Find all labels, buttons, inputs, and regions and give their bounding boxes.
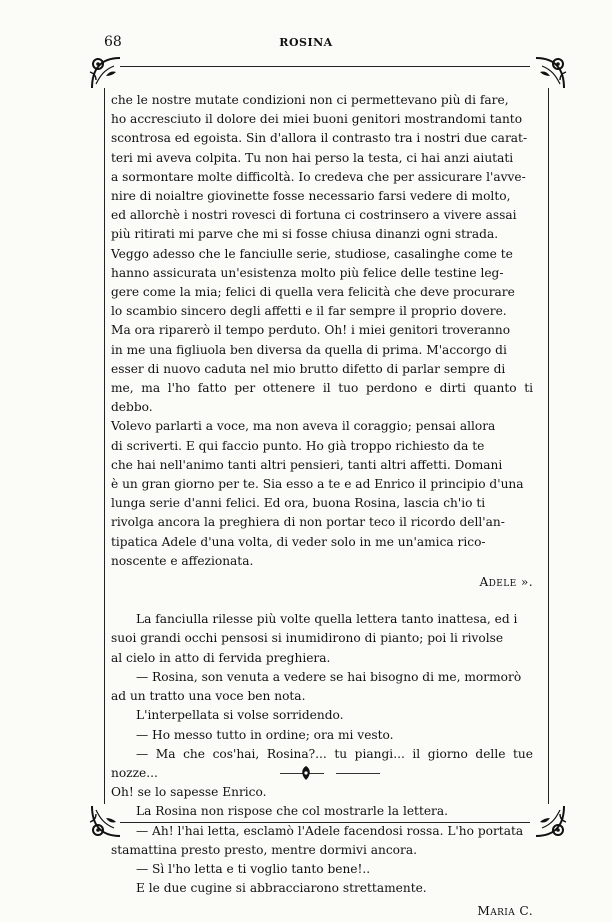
narrative-line: La Rosina non rispose che col mostrarle la lettera. [136, 804, 449, 819]
narrative-line: stamattina presto presto, mentre dormivi ancora. [111, 842, 417, 857]
frame-left-rule [104, 88, 105, 804]
author-signature: Maria C. [477, 904, 533, 919]
corner-ornament-top-left-icon [86, 50, 130, 94]
letter-line: gere come la mia; felici di quella vera felicità che deve procurare [111, 285, 515, 300]
narrative-line: ad un tratto una voce ben nota. [111, 689, 306, 704]
narrative-line: Oh! se lo sapesse Enrico. [111, 785, 267, 800]
letter-line: Ma ora riparerò il tempo perduto. Oh! i miei genitori troveranno [111, 323, 511, 338]
narrative-line: — Ah! l'hai letta, esclamò l'Adele facendosi rossa. L'ho portata [136, 823, 524, 838]
letter-line: che hai nell'animo tanti altri pensieri, tanti altri affetti. Domani [111, 457, 503, 472]
letter-line: nire di noialtre giovinette fosse necessario farsi vedere di molto, [111, 189, 511, 204]
letter-line: lunga serie d'anni felici. Ed ora, buona Rosina, lascia ch'io ti [111, 496, 486, 511]
frame-top-rule [120, 66, 530, 67]
frame-right-rule [548, 88, 549, 804]
narrative-line: — Ho messo tutto in ordine; ora mi vesto. [136, 727, 394, 742]
letter-line: scontrosa ed egoista. Sin d'allora il contrasto tra i nostri due carat- [111, 131, 528, 146]
letter-signature: Adele ». [479, 575, 533, 590]
letter-line: hanno assicurata un'esistenza molto più felice delle testine leg- [111, 265, 504, 280]
fleuron-icon [0, 765, 612, 785]
page-number: 68 [104, 34, 122, 50]
letter-text [111, 91, 533, 592]
narrative-line: al cielo in atto di fervida preghiera. [111, 650, 331, 665]
narrative-line: — Sì l'ho letta e ti voglio tanto bene!.. [136, 861, 371, 876]
letter-line: tipatica Adele d'una volta, di veder solo in me un'amica rico- [111, 534, 486, 549]
letter-line: me, ma l'ho fatto per ottenere il tuo perdono e dirti quanto ti debbo. [111, 381, 533, 415]
narrative-line: suoi grandi occhi pensosi si inumidirono di pianto; poi li rivolse [111, 631, 504, 646]
letter-line: di scriverti. E qui faccio punto. Ho già troppo richiesto da te [111, 438, 485, 453]
running-title: ROSINA [279, 36, 333, 49]
letter-line: in me una figliuola ben diversa da quella di prima. M'accorgo di [111, 342, 507, 357]
letter-line: teri mi aveva colpita. Tu non hai perso la testa, ci hai anzi aiutati [111, 150, 514, 165]
narrative-line: — Rosina, son venuta a vedere se hai bisogno di me, mormorò [136, 669, 522, 684]
letter-line: Veggo adesso che le fanciulle serie, studiose, casalinghe come te [111, 246, 513, 261]
corner-ornament-top-right-icon [526, 50, 570, 94]
letter-line: noscente e affezionata. [111, 553, 254, 568]
letter-line: lo scambio sincero degli affetti e il far sempre il proprio dovere. [111, 304, 507, 319]
letter-line: ho accresciuto il dolore dei miei buoni genitori mostrandomi tanto [111, 112, 523, 127]
narrative-line: — Ma che cos'hai, Rosina?... tu piangi... il giorno delle tue nozze... [111, 746, 533, 780]
narrative-line: L'interpellata si volse sorridendo. [136, 708, 344, 723]
letter-line: a sormontare molte difficoltà. Io credeva che per assicurare l'avve- [111, 169, 526, 184]
narrative-line: E le due cugine si abbracciarono strettamente. [136, 881, 427, 896]
letter-line: che le nostre mutate condizioni non ci permettevano più di fare, [111, 93, 509, 107]
page-body [111, 91, 533, 922]
narrative-line: La fanciulla rilesse più volte quella lettera tanto inattesa, ed i [136, 612, 518, 627]
letter-line: è un gran giorno per te. Sia esso a te e ad Enrico il principio d'una [111, 477, 524, 492]
letter-line: ed allorchè i nostri rovesci di fortuna ci costrinsero a vivere assai [111, 208, 517, 223]
letter-line: più ritirati mi parve che mi si fosse chiusa dinanzi ogni strada. [111, 227, 499, 242]
letter-line: esser di nuovo caduta nel mio brutto difetto di parlar sempre di [111, 361, 506, 376]
letter-line: Volevo parlarti a voce, ma non aveva il coraggio; pensai allora [111, 419, 496, 434]
letter-line: rivolga ancora la preghiera di non portar teco il ricordo dell'an- [111, 515, 505, 530]
